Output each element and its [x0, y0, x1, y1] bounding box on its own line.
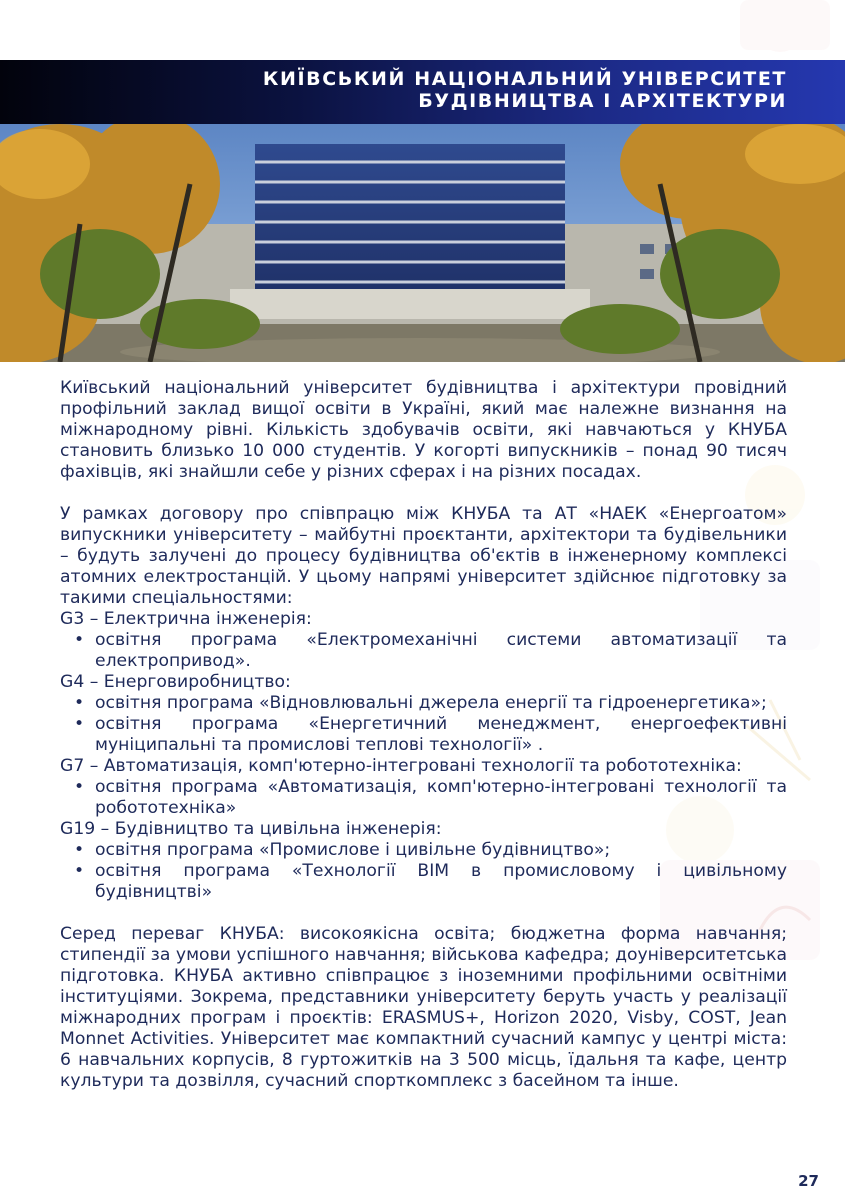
page-title-line-2: БУДІВНИЦТВА І АРХІТЕКТУРИ	[418, 90, 787, 112]
program-item: • освітня програма «Технології BIM в промисловому і цивільному будівництві»	[60, 861, 787, 903]
page-title	[263, 68, 787, 112]
page-number: 27	[798, 1172, 819, 1190]
header-band	[0, 60, 845, 124]
intro-paragraph: Київський національний університет будівництва і архітектури провідний профільний заклад вищої освіти в Україні, який має належне визнання на міжнародному рівні. Кількість здобувачів освіти, які навчаються у КНУБА становить близько 10 000 студентів. У когорті випускників – понад 90 тисяч фахівців, які знайшли себе у різних сферах і на різних посадах.	[60, 378, 787, 482]
program-item: • освітня програма «Промислове і цивільне будівництво»;	[60, 840, 787, 861]
cooperation-paragraph: У рамках договору про співпрацю між КНУБА та АТ «НАЕК «Енергоатом» випускники університету – майбутні проєктанти, архітектори та будівельники – будуть залучені до процесу будівництва об'єктів в інженерному комплексі атомних електростанцій. У цьому напрямі університет здійснює підготовку за такими спеціальностями:	[60, 504, 787, 608]
specialty-g4	[60, 672, 787, 756]
specialty-g7	[60, 756, 787, 819]
page-title-line-1: КИЇВСЬКИЙ НАЦІОНАЛЬНИЙ УНІВЕРСИТЕТ	[262, 68, 787, 90]
specialty-title: G4 – Енерговиробництво:	[60, 672, 291, 692]
specialty-title: G19 – Будівництво та цивільна інженерія:	[60, 819, 442, 839]
specialty-title: G3 – Електрична інженерія:	[60, 609, 312, 629]
university-building-photo	[0, 124, 845, 362]
program-item: • освітня програма «Відновлювальні джерела енергії та гідроенергетика»;	[60, 693, 787, 714]
program-item: • освітня програма «Електромеханічні системи автоматизації та електропривод».	[60, 630, 787, 672]
program-item: • освітня програма «Автоматизація, комп'ютерно-інтегровані технології та робототехніка»	[60, 777, 787, 819]
page-body	[60, 378, 787, 1092]
specialty-g3	[60, 609, 787, 672]
specialty-title: G7 – Автоматизація, комп'ютерно-інтегровані технології та робототехніка:	[60, 756, 742, 776]
advantages-paragraph: Серед переваг КНУБА: високоякісна освіта; бюджетна форма навчання; стипендії за умови успішного навчання; військова кафедра; доуніверситетська підготовка. КНУБА активно співпрацює з іноземними профільними освітніми інституціями. Зокрема, представники університету беруть участь у реалізації міжнародних програм і проєктів: ERASMUS+, Horizon 2020, Visby, COST, Jean Monnet Activities. Університет має компактний сучасний кампус у центрі міста: 6 навчальних корпусів, 8 гуртожитків на 3 500 місць, їдальня та кафе, центр культури та дозвілля, сучасний спорткомплекс з басейном та інше.	[60, 924, 787, 1091]
specialty-g19	[60, 819, 787, 903]
program-item: • освітня програма «Енергетичний менеджмент, енергоефективні муніципальні та промислові теплові технології» .	[60, 714, 787, 756]
